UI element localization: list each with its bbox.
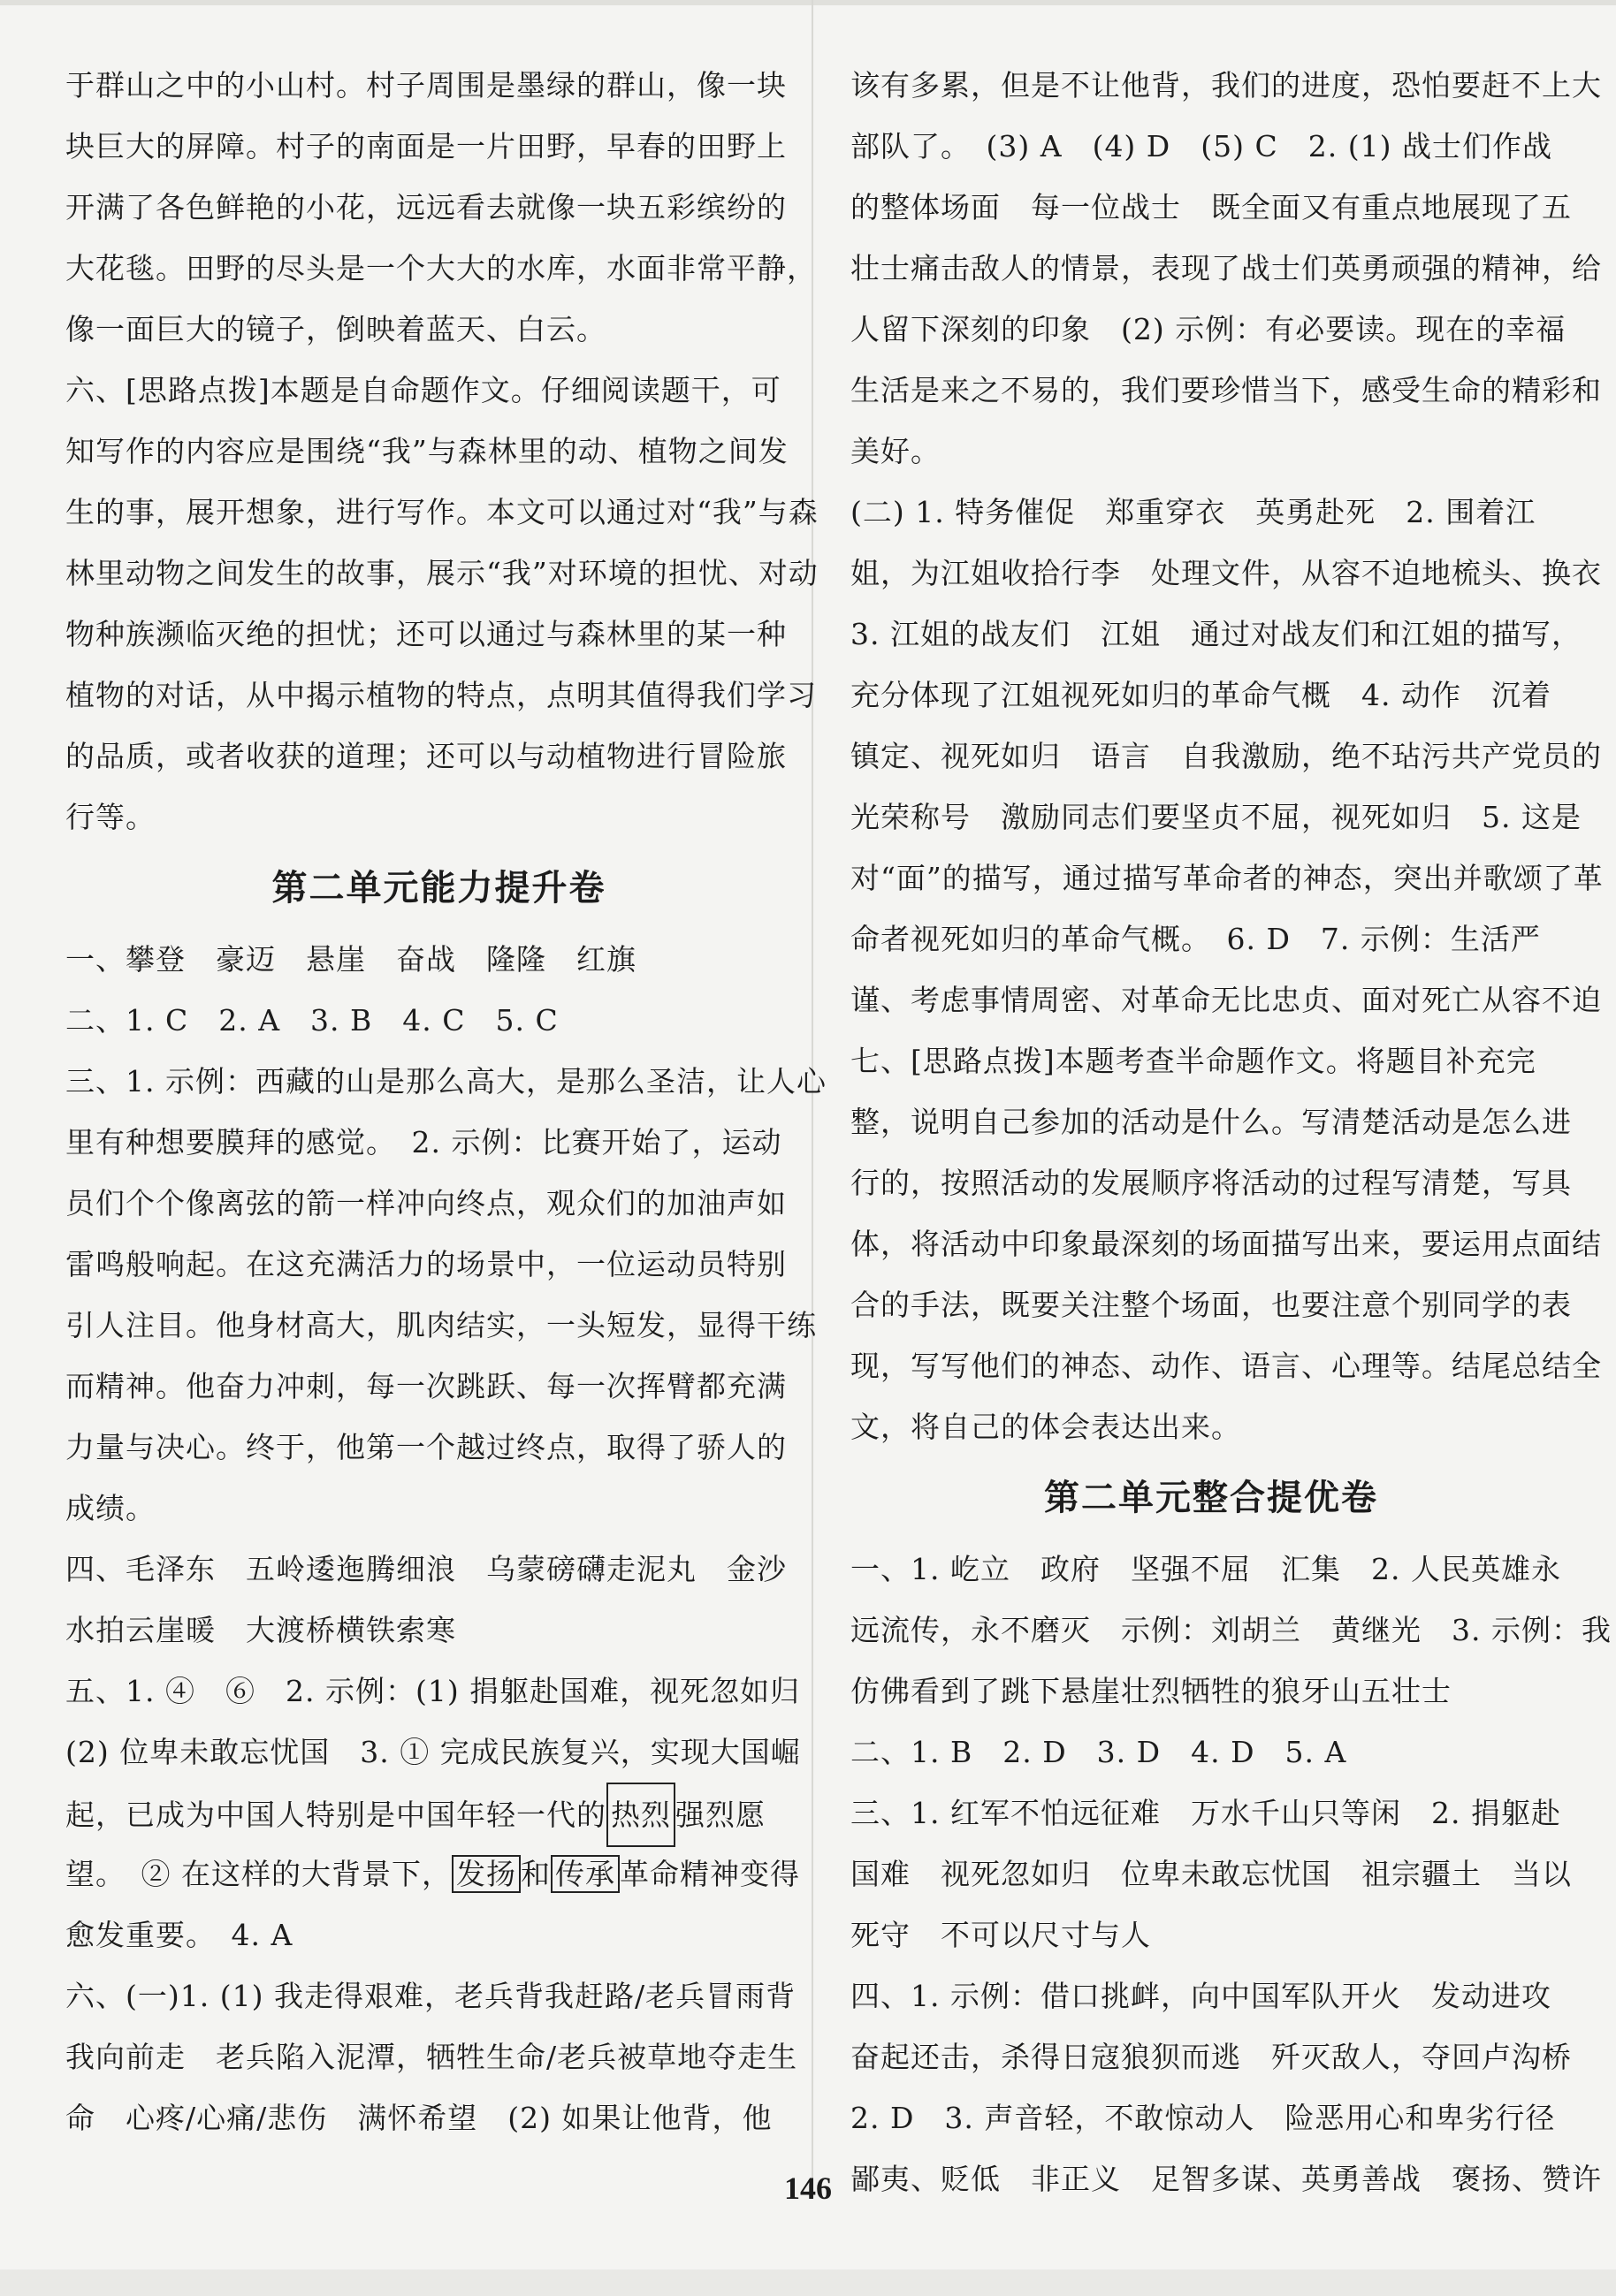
text-line: 我向前走 老兵陷入泥潭，牺牲生命/老兵被草地夺走生: [65, 2040, 798, 2074]
text-line: 五、1. ④ ⑥ 2. 示例：(1) 捐躯赴国难，视死忽如归: [65, 1674, 801, 1708]
text-line: 对“面”的描写，通过描写革命者的神态，突出并歌颂了革: [850, 861, 1604, 895]
text-line: 物种族濒临灭绝的担忧；还可以通过与森林里的某一种: [65, 617, 787, 651]
text-line: 雷鸣般响起。在这充满活力的场景中，一位运动员特别: [65, 1247, 787, 1281]
text-line: 六、(一)1. (1) 我走得艰难，老兵背我赶路/老兵冒雨背: [65, 1979, 797, 2013]
text-line: 现，写写他们的神态、动作、语言、心理等。结尾总结全: [850, 1349, 1602, 1383]
text-line: 四、1. 示例：借口挑衅，向中国军队开火 发动进攻: [850, 1979, 1551, 2013]
text-line: 二、1. B 2. D 3. D 4. D 5. A: [850, 1735, 1347, 1769]
answer-line-carry: 望。 ② 在这样的大背景下， 发扬 和 传承 革命精神变得: [65, 1857, 800, 1891]
text-line: 整，说明自己参加的活动是什么。写清楚活动是怎么进: [850, 1105, 1572, 1139]
text-line: 四、毛泽东 五岭逶迤腾细浪 乌蒙磅礴走泥丸 金沙: [65, 1552, 787, 1586]
text-line: 充分体现了江姐视死如归的革命气概 4. 动作 沉着: [850, 678, 1551, 712]
top-edge: [0, 0, 1616, 5]
text-line: 的品质，或者收获的道理；还可以与动植物进行冒险旅: [65, 739, 787, 773]
text-line: 一、攀登 豪迈 悬崖 奋战 隆隆 红旗: [65, 942, 636, 977]
text-line: 水拍云崖暖 大渡桥横铁索寒: [65, 1613, 456, 1647]
left-answers: [65, 929, 827, 1783]
text-line: 部队了。 (3) A (4) D (5) C 2. (1) 战士们作战: [850, 129, 1552, 163]
text-line: 知写作的内容应是围绕“我”与森林里的动、植物之间发: [65, 434, 789, 468]
text-line: 员们个个像离弦的箭一样冲向终点，观众们的加油声如: [65, 1186, 787, 1220]
left-paragraphs-top: [65, 55, 819, 848]
page-number: 146: [784, 2171, 832, 2206]
text-line: 六、[思路点拨]本题是自命题作文。仔细阅读题干，可: [65, 373, 781, 407]
text-line: 谨、考虑事情周密、对革命无比忠贞、面对死亡从容不迫: [850, 983, 1602, 1017]
text-line: 镇定、视死如归 语言 自我激励，绝不玷污共产党员的: [850, 739, 1602, 773]
text-line: 七、[思路点拨]本题考查半命题作文。将题目补充完: [850, 1044, 1536, 1078]
text-line: 块巨大的屏障。村子的南面是一片田野，早春的田野上: [65, 129, 787, 163]
text-line: 行等。: [65, 800, 156, 834]
text-line: 林里动物之间发生的故事，展示“我”对环境的担忧、对动: [65, 556, 819, 590]
text-line: 三、1. 红军不怕远征难 万水千山只等闲 2. 捐躯赴: [850, 1796, 1561, 1830]
correction-box-hot: 热烈: [606, 1783, 675, 1847]
text-line: 开满了各色鲜艳的小花，远远看去就像一块五彩缤纷的: [65, 190, 787, 224]
text-line: 远流传，永不磨灭 示例：刘胡兰 黄继光 3. 示例：我: [850, 1613, 1612, 1647]
text-line: 命者视死如归的革命气概。 6. D 7. 示例：生活严: [850, 922, 1541, 956]
text-line: 文，将自己的体会表达出来。: [850, 1410, 1241, 1444]
text-line: 里有种想要膜拜的感觉。 2. 示例：比赛开始了，运动: [65, 1125, 782, 1159]
text-line: 行的，按照活动的发展顺序将活动的过程写清楚，写具: [850, 1166, 1572, 1200]
text-line: 该有多累，但是不让他背，我们的进度，恐怕要赶不上大: [850, 68, 1602, 103]
left-column: [65, 55, 827, 2148]
text-line: (二) 1. 特务催促 郑重穿衣 英勇赴死 2. 围着江: [850, 495, 1536, 529]
text-line: 愈发重要。 4. A: [65, 1918, 293, 1952]
text-line: 死守 不可以尺寸与人: [850, 1918, 1151, 1952]
text-line: 奋起还击，杀得日寇狼狈而逃 歼灭敌人，夺回卢沟桥: [850, 2040, 1572, 2074]
left-answers-end: [65, 1904, 812, 2148]
text-line: 仿佛看到了跳下悬崖壮烈牺牲的狼牙山五壮士: [850, 1674, 1452, 1708]
text-line: 大花毯。田野的尽头是一个大大的水库，水面非常平静，: [65, 251, 817, 285]
text-line: 引人注目。他身材高大，肌肉结实，一头短发，显得干练: [65, 1308, 817, 1342]
text-line: 姐，为江姐收拾行李 处理文件，从容不迫地梳头、换衣: [850, 556, 1602, 590]
text-line: 的整体场面 每一位战士 既全面又有重点地展现了五: [850, 190, 1572, 224]
text-line: 成绩。: [65, 1491, 156, 1525]
section-title-integration: 第二单元整合提优卷: [1044, 1478, 1378, 1518]
text-line: 生的事，展开想象，进行写作。本文可以通过对“我”与森: [65, 495, 819, 529]
text-line: 体，将活动中印象最深刻的场面描写出来，要运用点面结: [850, 1227, 1602, 1261]
section-title-ability: 第二单元能力提升卷: [271, 868, 606, 909]
text-line: 鄙夷、贬低 非正义 足智多谋、英勇善战 褒扬、赞许: [850, 2162, 1602, 2196]
correction-box-promote: 发扬: [452, 1855, 521, 1893]
answer-line-hot: 起，已成为中国人特别是中国年轻一代的 热烈 强烈愿: [65, 1783, 812, 1844]
text-line: 合的手法，既要关注整个场面，也要注意个别同学的表: [850, 1288, 1572, 1322]
text-line: 像一面巨大的镜子，倒映着蓝天、白云。: [65, 312, 606, 346]
bottom-edge: [0, 2269, 1616, 2296]
text-line: 而精神。他奋力冲刺，每一次跳跃、每一次挥臂都充满: [65, 1369, 787, 1403]
text-line: 美好。: [850, 434, 941, 468]
text-line: 人留下深刻的印象 (2) 示例：有必要读。现在的幸福: [850, 312, 1566, 346]
text-line: 3. 江姐的战友们 江姐 通过对战友们和江姐的描写，: [850, 617, 1582, 651]
right-paragraphs-top: [850, 55, 1604, 1457]
text-line: 二、1. C 2. A 3. B 4. C 5. C: [65, 1003, 559, 1038]
correction-box-inherit: 传承: [551, 1855, 620, 1893]
text-line: (2) 位卑未敢忘忧国 3. ① 完成民族复兴，实现大国崛: [65, 1735, 801, 1769]
right-column: [850, 55, 1612, 2209]
text-line: 力量与决心。终于，他第一个越过终点，取得了骄人的: [65, 1430, 787, 1464]
right-answers: [850, 1539, 1612, 2209]
text-line: 壮士痛击敌人的情景，表现了战士们英勇顽强的精神，给: [850, 251, 1602, 285]
text-line: 国难 视死忽如归 位卑未敢忘忧国 祖宗疆土 当以: [850, 1857, 1572, 1891]
text-line: 2. D 3. 声音轻，不敢惊动人 险恶用心和卑劣行径: [850, 2101, 1556, 2135]
text-line: 光荣称号 激励同志们要坚贞不屈，视死如归 5. 这是: [850, 800, 1582, 834]
text-line: 三、1. 示例：西藏的山是那么高大，是那么圣洁，让人心: [65, 1064, 827, 1099]
text-line: 命 心疼/心痛/悲伤 满怀希望 (2) 如果让他背，他: [65, 2101, 773, 2135]
text-line: 植物的对话，从中揭示植物的特点，点明其值得我们学习: [65, 678, 817, 712]
text-line: 于群山之中的小山村。村子周围是墨绿的群山，像一块: [65, 68, 787, 103]
text-line: 生活是来之不易的，我们要珍惜当下，感受生命的精彩和: [850, 373, 1602, 407]
text-line: 一、1. 屹立 政府 坚强不屈 汇集 2. 人民英雄永: [850, 1552, 1561, 1586]
